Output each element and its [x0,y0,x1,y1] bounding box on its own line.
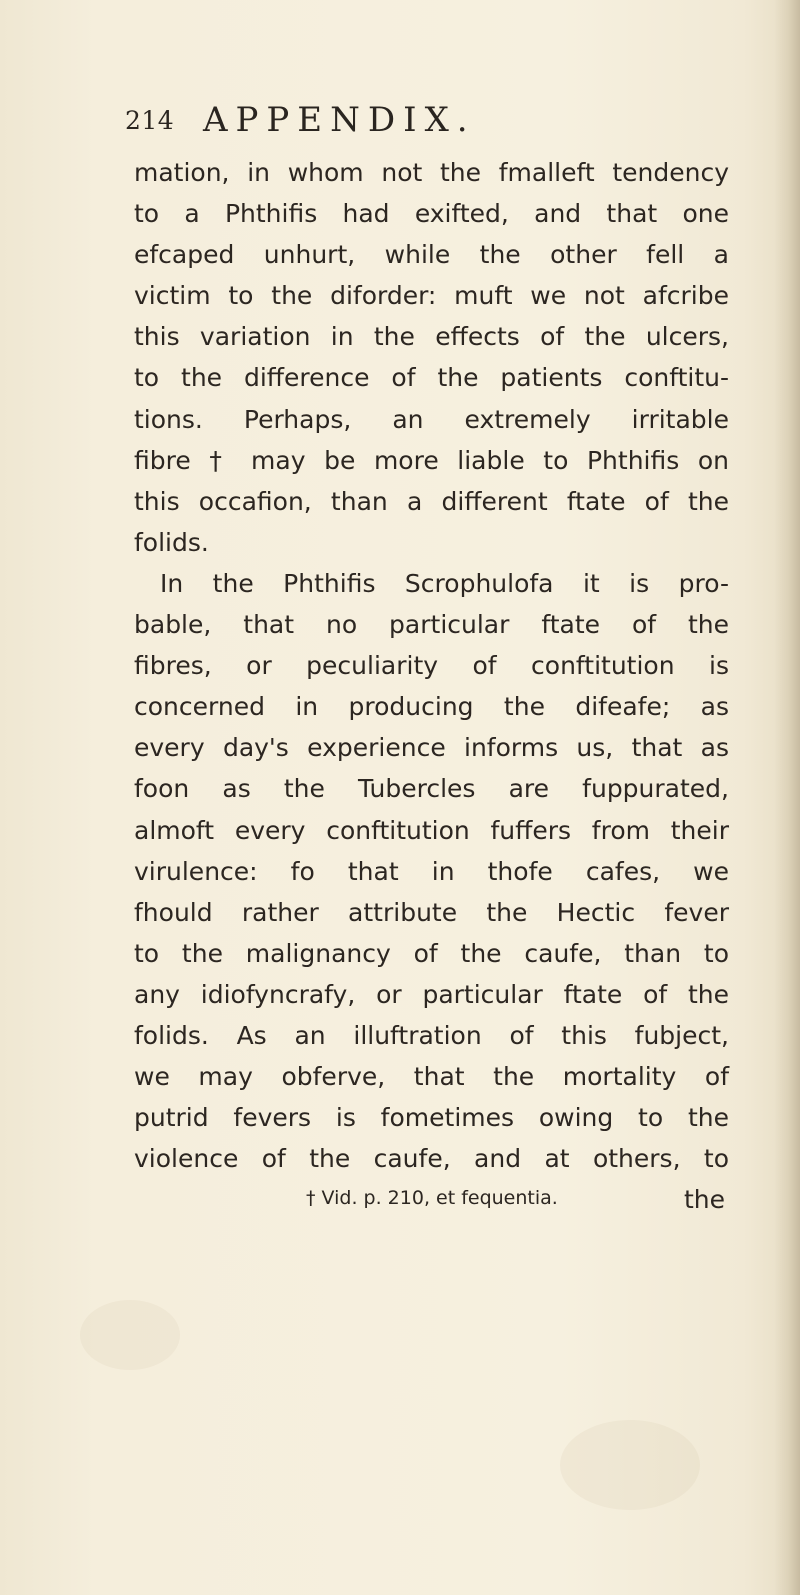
text-line: almoft every conftitution fuffers from their [134,815,729,845]
catchword: the [683,1185,725,1215]
text-line: victim to the diforder: muft we not afcribe [134,281,729,311]
text-line: this occafion, than a different ftate of the [134,486,729,516]
text-line: mation, in whom not the fmalleft tendency [134,158,729,187]
text-line: any idiofyncrafy, or particular ftate of the [134,979,729,1009]
text-line: tions. Perhaps, an extremely irritable [134,404,729,434]
text-line: violence of the caufe, and at others, to [134,1144,729,1174]
text-line: to the malignancy of the caufe, than to [134,938,729,968]
text-line: to a Phthifis had exifted, and that one [134,199,729,229]
text-line: bable, that no particular ftate of the [134,610,729,640]
page-edge-shadow [774,0,800,1595]
text-line: folids. [134,527,209,557]
text-line: to the difference of the patients conftitu- [134,363,729,393]
text-line: we may obferve, that the mortality of [134,1062,729,1092]
text-line: putrid fevers is fometimes owing to the [134,1103,729,1133]
text-line: folids. As an illuftration of this fubject, [134,1020,729,1050]
text-line: virulence: fo that in thofe cafes, we [134,856,729,886]
text-line: fibres, or peculiarity of conftitution is [134,651,729,681]
text-line: foon as the Tubercles are fuppurated, [134,774,729,804]
text-line: this variation in the effects of the ulcers, [134,322,729,352]
body-text [134,152,729,1220]
paper-stain [80,1300,180,1370]
footnote: † Vid. p. 210, et fequentia. [306,1187,558,1209]
text-line: fibre † may be more liable to Phthifis on [134,445,729,475]
page-header [125,100,725,144]
paper-stain [560,1420,700,1510]
running-head: APPENDIX. [203,100,476,140]
text-line: every day's experience informs us, that as [134,733,729,763]
text-line: concerned in producing the difeafe; as [134,692,729,722]
paragraph-first-line: In the Phthifis Scrophulofa it is pro- [160,568,729,598]
page-number: 214 [125,106,175,135]
text-line: efcaped unhurt, while the other fell a [134,240,729,270]
text-line: fhould rather attribute the Hectic fever [134,897,729,927]
